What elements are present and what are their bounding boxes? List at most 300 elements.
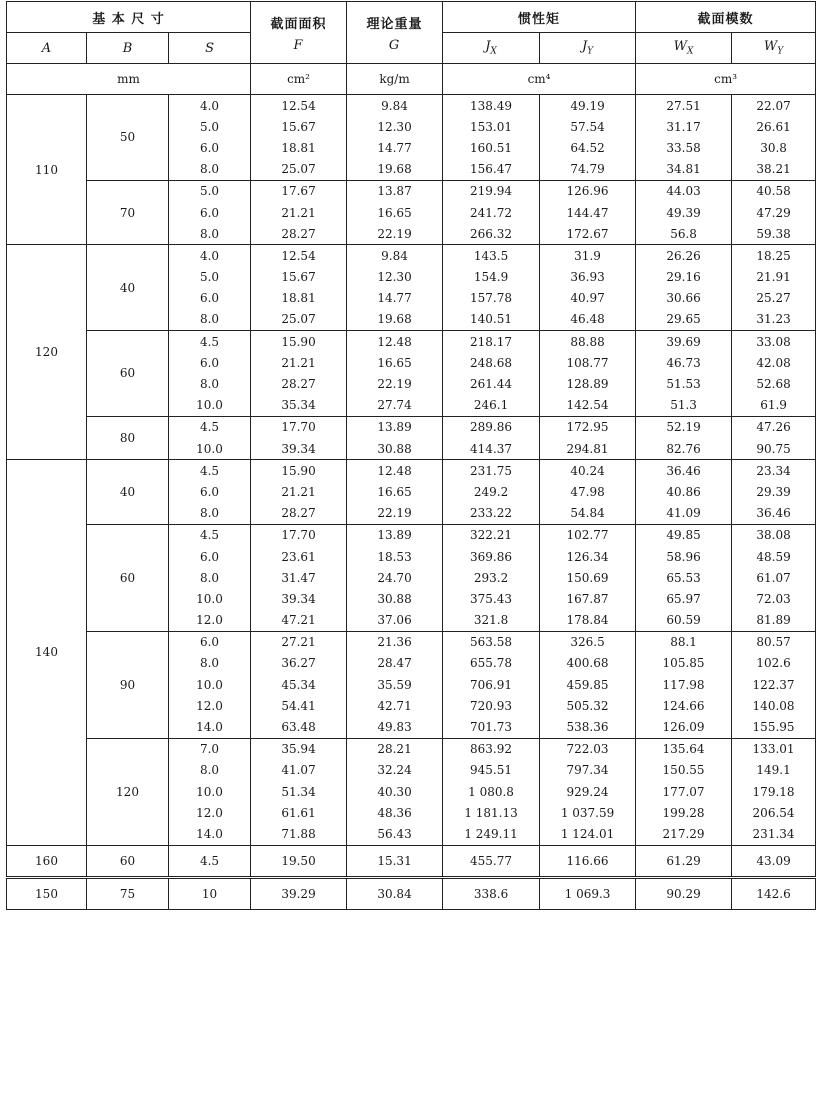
header-basic-dimensions: 基 本 尺 寸	[7, 2, 251, 33]
cell-thickness-S: 4.5	[169, 845, 251, 877]
table-row	[7, 738, 816, 760]
cell-thickness-S: 10.0	[169, 781, 251, 802]
cell-modulus-Wx: 41.09	[636, 503, 732, 525]
header-symbol-S: S	[169, 33, 251, 64]
cell-area-F: 12.54	[251, 95, 347, 117]
cell-modulus-Wy: 47.26	[732, 416, 816, 438]
cell-inertia-Jx: 369.86	[443, 546, 540, 567]
cell-modulus-Wx: 58.96	[636, 546, 732, 567]
cell-weight-G: 14.77	[347, 288, 443, 309]
cell-weight-G: 30.88	[347, 438, 443, 460]
cell-modulus-Wx: 117.98	[636, 674, 732, 695]
cell-weight-G: 40.30	[347, 781, 443, 802]
cell-inertia-Jy: 172.67	[540, 223, 636, 245]
cell-modulus-Wx: 88.1	[636, 631, 732, 653]
cell-modulus-Wy: 90.75	[732, 438, 816, 460]
cell-inertia-Jx: 248.68	[443, 352, 540, 373]
cell-weight-G: 48.36	[347, 802, 443, 823]
cell-modulus-Wy: 122.37	[732, 674, 816, 695]
cell-thickness-S: 6.0	[169, 288, 251, 309]
cell-thickness-S: 8.0	[169, 373, 251, 394]
cell-weight-G: 42.71	[347, 695, 443, 716]
cell-area-F: 25.07	[251, 309, 347, 331]
cell-inertia-Jx: 246.1	[443, 395, 540, 417]
cell-thickness-S: 8.0	[169, 567, 251, 588]
cell-thickness-S: 7.0	[169, 738, 251, 760]
cell-weight-G: 35.59	[347, 674, 443, 695]
cell-modulus-Wy: 81.89	[732, 610, 816, 632]
cell-modulus-Wx: 49.85	[636, 524, 732, 546]
cell-inertia-Jx: 1 181.13	[443, 802, 540, 823]
header-unit-kgm: kg/m	[347, 64, 443, 95]
cell-weight-G: 22.19	[347, 503, 443, 525]
cell-thickness-S: 14.0	[169, 823, 251, 845]
cell-area-F: 15.67	[251, 267, 347, 288]
cell-thickness-S: 8.0	[169, 503, 251, 525]
cell-modulus-Wx: 44.03	[636, 180, 732, 202]
cell-inertia-Jy: 31.9	[540, 245, 636, 267]
cell-thickness-S: 4.0	[169, 245, 251, 267]
cell-thickness-S: 10.0	[169, 438, 251, 460]
cell-inertia-Jx: 455.77	[443, 845, 540, 877]
cell-thickness-S: 6.0	[169, 631, 251, 653]
cell-modulus-Wy: 140.08	[732, 695, 816, 716]
cell-modulus-Wx: 30.66	[636, 288, 732, 309]
cell-inertia-Jx: 143.5	[443, 245, 540, 267]
cell-area-F: 18.81	[251, 137, 347, 158]
cell-thickness-S: 4.0	[169, 95, 251, 117]
cell-modulus-Wy: 52.68	[732, 373, 816, 394]
cell-modulus-Wy: 149.1	[732, 760, 816, 781]
cell-inertia-Jy: 167.87	[540, 588, 636, 609]
cell-inertia-Jy: 172.95	[540, 416, 636, 438]
cell-thickness-S: 5.0	[169, 180, 251, 202]
cell-inertia-Jy: 64.52	[540, 137, 636, 158]
cell-weight-G: 22.19	[347, 223, 443, 245]
cell-thickness-S: 10.0	[169, 588, 251, 609]
cell-weight-G: 18.53	[347, 546, 443, 567]
cell-modulus-Wx: 49.39	[636, 202, 732, 223]
cell-inertia-Jx: 261.44	[443, 373, 540, 394]
cell-inertia-Jx: 945.51	[443, 760, 540, 781]
cell-inertia-Jx: 322.21	[443, 524, 540, 546]
cell-B: 60	[87, 331, 169, 417]
cell-modulus-Wx: 199.28	[636, 802, 732, 823]
header-weight	[347, 2, 443, 64]
cell-modulus-Wy: 18.25	[732, 245, 816, 267]
cell-modulus-Wy: 23.34	[732, 460, 816, 482]
cell-modulus-Wx: 124.66	[636, 695, 732, 716]
cell-modulus-Wx: 40.86	[636, 481, 732, 502]
cell-inertia-Jy: 40.97	[540, 288, 636, 309]
cell-inertia-Jy: 46.48	[540, 309, 636, 331]
cell-modulus-Wy: 42.08	[732, 352, 816, 373]
cell-modulus-Wy: 25.27	[732, 288, 816, 309]
section-properties-table	[6, 1, 816, 910]
cell-modulus-Wx: 51.53	[636, 373, 732, 394]
header-unit-cm2: cm²	[251, 64, 347, 95]
cell-inertia-Jx: 233.22	[443, 503, 540, 525]
cell-modulus-Wx: 52.19	[636, 416, 732, 438]
cell-thickness-S: 6.0	[169, 137, 251, 158]
cell-inertia-Jy: 459.85	[540, 674, 636, 695]
cell-modulus-Wx: 31.17	[636, 116, 732, 137]
cell-thickness-S: 10	[169, 877, 251, 909]
cell-B: 60	[87, 524, 169, 631]
header-symbol-Jx: $J_X$	[443, 33, 540, 64]
cell-inertia-Jx: 720.93	[443, 695, 540, 716]
cell-thickness-S: 8.0	[169, 760, 251, 781]
cell-modulus-Wx: 135.64	[636, 738, 732, 760]
cell-weight-G: 49.83	[347, 716, 443, 738]
cell-inertia-Jx: 289.86	[443, 416, 540, 438]
cell-area-F: 28.27	[251, 373, 347, 394]
cell-B: 70	[87, 180, 169, 245]
cell-weight-G: 24.70	[347, 567, 443, 588]
cell-area-F: 41.07	[251, 760, 347, 781]
header-symbol-Jy: $J_Y$	[540, 33, 636, 64]
cell-B: 90	[87, 631, 169, 738]
cell-modulus-Wx: 65.53	[636, 567, 732, 588]
table-row	[7, 245, 816, 267]
cell-modulus-Wx: 217.29	[636, 823, 732, 845]
cell-weight-G: 28.47	[347, 653, 443, 674]
cell-weight-G: 28.21	[347, 738, 443, 760]
cell-area-F: 27.21	[251, 631, 347, 653]
cell-modulus-Wy: 155.95	[732, 716, 816, 738]
cell-modulus-Wy: 47.29	[732, 202, 816, 223]
cell-modulus-Wx: 46.73	[636, 352, 732, 373]
table-row	[7, 877, 816, 909]
cell-inertia-Jx: 160.51	[443, 137, 540, 158]
cell-area-F: 28.27	[251, 503, 347, 525]
cell-inertia-Jx: 701.73	[443, 716, 540, 738]
cell-inertia-Jx: 241.72	[443, 202, 540, 223]
cell-area-F: 36.27	[251, 653, 347, 674]
cell-modulus-Wx: 90.29	[636, 877, 732, 909]
cell-B: 80	[87, 416, 169, 459]
cell-inertia-Jx: 138.49	[443, 95, 540, 117]
cell-modulus-Wx: 29.16	[636, 267, 732, 288]
cell-area-F: 63.48	[251, 716, 347, 738]
cell-A: 140	[7, 460, 87, 845]
table-row	[7, 460, 816, 482]
cell-inertia-Jy: 126.34	[540, 546, 636, 567]
cell-area-F: 21.21	[251, 352, 347, 373]
header-unit-cm4: cm⁴	[443, 64, 636, 95]
cell-thickness-S: 8.0	[169, 159, 251, 181]
header-symbol-B: B	[87, 33, 169, 64]
cell-modulus-Wy: 142.6	[732, 877, 816, 909]
header-modulus: 截面模数	[636, 2, 816, 33]
cell-weight-G: 16.65	[347, 202, 443, 223]
cell-inertia-Jy: 40.24	[540, 460, 636, 482]
cell-area-F: 47.21	[251, 610, 347, 632]
cell-inertia-Jx: 231.75	[443, 460, 540, 482]
table-row	[7, 524, 816, 546]
cell-modulus-Wy: 80.57	[732, 631, 816, 653]
cell-weight-G: 30.84	[347, 877, 443, 909]
cell-area-F: 15.67	[251, 116, 347, 137]
cell-modulus-Wx: 150.55	[636, 760, 732, 781]
cell-modulus-Wx: 51.3	[636, 395, 732, 417]
table-row	[7, 416, 816, 438]
cell-modulus-Wx: 177.07	[636, 781, 732, 802]
cell-inertia-Jy: 108.77	[540, 352, 636, 373]
cell-thickness-S: 8.0	[169, 653, 251, 674]
cell-weight-G: 19.68	[347, 309, 443, 331]
header-symbol-G: G	[388, 37, 401, 53]
table-row	[7, 95, 816, 117]
cell-area-F: 39.34	[251, 438, 347, 460]
cell-modulus-Wx: 126.09	[636, 716, 732, 738]
cell-modulus-Wx: 26.26	[636, 245, 732, 267]
cell-weight-G: 22.19	[347, 373, 443, 394]
cell-inertia-Jx: 153.01	[443, 116, 540, 137]
cell-inertia-Jx: 414.37	[443, 438, 540, 460]
cell-modulus-Wx: 27.51	[636, 95, 732, 117]
cell-modulus-Wy: 26.61	[732, 116, 816, 137]
cell-modulus-Wy: 61.07	[732, 567, 816, 588]
cell-modulus-Wy: 30.8	[732, 137, 816, 158]
cell-modulus-Wy: 48.59	[732, 546, 816, 567]
cell-modulus-Wy: 38.08	[732, 524, 816, 546]
cell-weight-G: 12.48	[347, 460, 443, 482]
cell-modulus-Wy: 102.6	[732, 653, 816, 674]
cell-weight-G: 32.24	[347, 760, 443, 781]
cell-area-F: 18.81	[251, 288, 347, 309]
cell-inertia-Jy: 400.68	[540, 653, 636, 674]
cell-area-F: 17.70	[251, 524, 347, 546]
header-inertia: 惯性矩	[443, 2, 636, 33]
cell-weight-G: 30.88	[347, 588, 443, 609]
cell-weight-G: 9.84	[347, 245, 443, 267]
cell-modulus-Wx: 60.59	[636, 610, 732, 632]
cell-inertia-Jx: 1 249.11	[443, 823, 540, 845]
cell-inertia-Jx: 1 080.8	[443, 781, 540, 802]
cell-modulus-Wy: 22.07	[732, 95, 816, 117]
cell-inertia-Jy: 505.32	[540, 695, 636, 716]
cell-inertia-Jy: 1 069.3	[540, 877, 636, 909]
cell-area-F: 35.34	[251, 395, 347, 417]
cell-area-F: 39.29	[251, 877, 347, 909]
cell-area-F: 35.94	[251, 738, 347, 760]
cell-inertia-Jy: 49.19	[540, 95, 636, 117]
cell-inertia-Jy: 538.36	[540, 716, 636, 738]
cell-inertia-Jy: 178.84	[540, 610, 636, 632]
cell-inertia-Jy: 1 037.59	[540, 802, 636, 823]
cell-modulus-Wx: 65.97	[636, 588, 732, 609]
cell-thickness-S: 5.0	[169, 116, 251, 137]
cell-inertia-Jy: 128.89	[540, 373, 636, 394]
table-body	[7, 95, 816, 910]
cell-B: 40	[87, 245, 169, 331]
cell-thickness-S: 8.0	[169, 309, 251, 331]
cell-modulus-Wx: 61.29	[636, 845, 732, 877]
cell-thickness-S: 4.5	[169, 524, 251, 546]
cell-inertia-Jy: 74.79	[540, 159, 636, 181]
cell-inertia-Jy: 326.5	[540, 631, 636, 653]
cell-thickness-S: 6.0	[169, 202, 251, 223]
cell-thickness-S: 4.5	[169, 416, 251, 438]
cell-modulus-Wy: 29.39	[732, 481, 816, 502]
cell-inertia-Jx: 218.17	[443, 331, 540, 353]
cell-thickness-S: 12.0	[169, 695, 251, 716]
cell-area-F: 51.34	[251, 781, 347, 802]
cell-modulus-Wx: 82.76	[636, 438, 732, 460]
cell-inertia-Jx: 157.78	[443, 288, 540, 309]
cell-weight-G: 19.68	[347, 159, 443, 181]
cell-inertia-Jx: 375.43	[443, 588, 540, 609]
cell-area-F: 12.54	[251, 245, 347, 267]
cell-inertia-Jy: 150.69	[540, 567, 636, 588]
cell-weight-G: 13.89	[347, 524, 443, 546]
cell-inertia-Jx: 706.91	[443, 674, 540, 695]
cell-inertia-Jx: 655.78	[443, 653, 540, 674]
table-row	[7, 631, 816, 653]
cell-modulus-Wy: 21.91	[732, 267, 816, 288]
cell-area-F: 15.90	[251, 460, 347, 482]
header-symbol-F: F	[293, 37, 304, 53]
cell-inertia-Jy: 797.34	[540, 760, 636, 781]
cell-modulus-Wx: 29.65	[636, 309, 732, 331]
header-unit-mm: mm	[7, 64, 251, 95]
cell-modulus-Wy: 231.34	[732, 823, 816, 845]
cell-thickness-S: 10.0	[169, 674, 251, 695]
cell-B: 60	[87, 845, 169, 877]
cell-inertia-Jx: 266.32	[443, 223, 540, 245]
cell-A: 150	[7, 877, 87, 909]
cell-modulus-Wx: 56.8	[636, 223, 732, 245]
cell-modulus-Wy: 206.54	[732, 802, 816, 823]
header-weight-label: 理论重量	[366, 16, 423, 32]
cell-inertia-Jy: 57.54	[540, 116, 636, 137]
cell-thickness-S: 14.0	[169, 716, 251, 738]
cell-A: 160	[7, 845, 87, 877]
header-symbol-Wx: $W_X$	[636, 33, 732, 64]
cell-modulus-Wy: 43.09	[732, 845, 816, 877]
cell-weight-G: 15.31	[347, 845, 443, 877]
cell-area-F: 39.34	[251, 588, 347, 609]
header-symbol-Wy: $W_Y$	[732, 33, 816, 64]
cell-weight-G: 27.74	[347, 395, 443, 417]
cell-area-F: 31.47	[251, 567, 347, 588]
cell-area-F: 71.88	[251, 823, 347, 845]
cell-weight-G: 9.84	[347, 95, 443, 117]
cell-inertia-Jx: 863.92	[443, 738, 540, 760]
cell-thickness-S: 6.0	[169, 546, 251, 567]
cell-B: 75	[87, 877, 169, 909]
cell-inertia-Jy: 54.84	[540, 503, 636, 525]
cell-modulus-Wy: 59.38	[732, 223, 816, 245]
cell-thickness-S: 10.0	[169, 395, 251, 417]
table-header	[7, 2, 816, 95]
cell-weight-G: 13.87	[347, 180, 443, 202]
cell-weight-G: 12.48	[347, 331, 443, 353]
cell-modulus-Wy: 31.23	[732, 309, 816, 331]
cell-modulus-Wx: 34.81	[636, 159, 732, 181]
header-unit-cm3: cm³	[636, 64, 816, 95]
cell-modulus-Wx: 36.46	[636, 460, 732, 482]
cell-thickness-S: 12.0	[169, 610, 251, 632]
header-area-label: 截面面积	[270, 16, 327, 32]
cell-thickness-S: 8.0	[169, 223, 251, 245]
cell-weight-G: 16.65	[347, 352, 443, 373]
cell-inertia-Jx: 156.47	[443, 159, 540, 181]
cell-inertia-Jy: 116.66	[540, 845, 636, 877]
cell-B: 120	[87, 738, 169, 845]
cell-inertia-Jx: 140.51	[443, 309, 540, 331]
cell-area-F: 25.07	[251, 159, 347, 181]
cell-area-F: 61.61	[251, 802, 347, 823]
cell-inertia-Jx: 563.58	[443, 631, 540, 653]
cell-modulus-Wy: 72.03	[732, 588, 816, 609]
cell-thickness-S: 12.0	[169, 802, 251, 823]
table-row	[7, 331, 816, 353]
cell-thickness-S: 6.0	[169, 352, 251, 373]
cell-thickness-S: 6.0	[169, 481, 251, 502]
cell-area-F: 21.21	[251, 202, 347, 223]
cell-inertia-Jy: 88.88	[540, 331, 636, 353]
cell-inertia-Jy: 294.81	[540, 438, 636, 460]
cell-inertia-Jx: 154.9	[443, 267, 540, 288]
cell-modulus-Wy: 179.18	[732, 781, 816, 802]
cell-weight-G: 14.77	[347, 137, 443, 158]
header-area	[251, 2, 347, 64]
cell-A: 120	[7, 245, 87, 460]
page	[6, 1, 815, 910]
cell-inertia-Jx: 219.94	[443, 180, 540, 202]
cell-weight-G: 12.30	[347, 116, 443, 137]
cell-B: 40	[87, 460, 169, 525]
table-row	[7, 180, 816, 202]
cell-area-F: 21.21	[251, 481, 347, 502]
cell-area-F: 17.67	[251, 180, 347, 202]
cell-modulus-Wy: 133.01	[732, 738, 816, 760]
cell-area-F: 19.50	[251, 845, 347, 877]
cell-area-F: 45.34	[251, 674, 347, 695]
cell-inertia-Jy: 722.03	[540, 738, 636, 760]
cell-area-F: 23.61	[251, 546, 347, 567]
cell-modulus-Wy: 33.08	[732, 331, 816, 353]
cell-area-F: 15.90	[251, 331, 347, 353]
cell-modulus-Wy: 38.21	[732, 159, 816, 181]
cell-modulus-Wx: 39.69	[636, 331, 732, 353]
cell-inertia-Jy: 126.96	[540, 180, 636, 202]
table-row	[7, 845, 816, 877]
cell-A: 110	[7, 95, 87, 245]
cell-weight-G: 37.06	[347, 610, 443, 632]
cell-thickness-S: 4.5	[169, 331, 251, 353]
cell-inertia-Jy: 1 124.01	[540, 823, 636, 845]
cell-area-F: 28.27	[251, 223, 347, 245]
cell-inertia-Jx: 338.6	[443, 877, 540, 909]
cell-modulus-Wy: 40.58	[732, 180, 816, 202]
cell-B: 50	[87, 95, 169, 181]
cell-inertia-Jy: 102.77	[540, 524, 636, 546]
cell-weight-G: 21.36	[347, 631, 443, 653]
cell-modulus-Wx: 33.58	[636, 137, 732, 158]
cell-inertia-Jx: 249.2	[443, 481, 540, 502]
cell-inertia-Jy: 36.93	[540, 267, 636, 288]
cell-thickness-S: 4.5	[169, 460, 251, 482]
cell-area-F: 54.41	[251, 695, 347, 716]
cell-inertia-Jx: 321.8	[443, 610, 540, 632]
cell-inertia-Jy: 144.47	[540, 202, 636, 223]
cell-weight-G: 12.30	[347, 267, 443, 288]
cell-thickness-S: 5.0	[169, 267, 251, 288]
cell-modulus-Wx: 105.85	[636, 653, 732, 674]
